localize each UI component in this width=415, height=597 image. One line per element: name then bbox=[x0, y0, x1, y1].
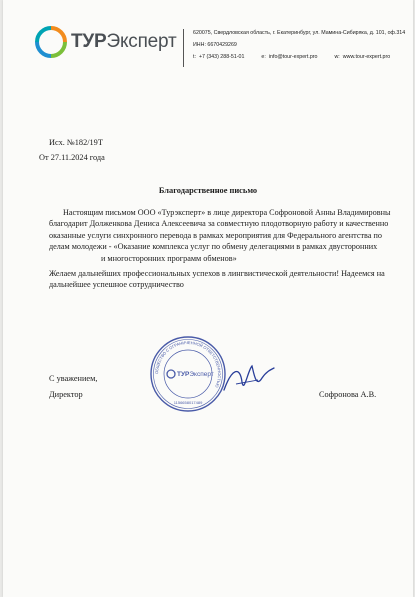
email-prefix: e: bbox=[261, 54, 266, 60]
company-address: 620075, Свердловская область, г. Екатеринбург, ул. Мамина-Сибиряка, д. 101, оф.314 bbox=[193, 30, 406, 36]
header-divider bbox=[183, 29, 184, 67]
stamp-ogrn: 1156658017489 bbox=[173, 400, 203, 405]
contact-row bbox=[193, 54, 393, 60]
logo-ring-icon bbox=[35, 26, 67, 58]
wishes-line: дальнейшее успешное сотрудничество bbox=[49, 280, 184, 290]
body-line: благодарит Долженкова Дениса Алексеевича за совместную плодотворную работу и качественно bbox=[49, 219, 389, 229]
phone-prefix: t: bbox=[193, 54, 196, 60]
closing-text: С уважением, bbox=[49, 374, 98, 383]
letter-page bbox=[3, 0, 413, 597]
letter-date: От 27.11.2024 года bbox=[39, 153, 105, 162]
letter-wishes bbox=[49, 268, 389, 291]
body-line: оказанные услуги синхронного перевода в рамках мероприятия для Федерального агентства по bbox=[49, 230, 382, 240]
company-logo bbox=[35, 26, 180, 66]
body-line: и многосторонних программ обменов» bbox=[101, 253, 237, 263]
company-stamp bbox=[148, 334, 228, 414]
body-line: Настоящим письмом ООО «Турэксперт» в лице директора Софроновой Анны Владимировны bbox=[63, 208, 391, 217]
signer-name: Софронова А.В. bbox=[319, 390, 377, 399]
logo-wordmark: ТУРЭксперт bbox=[71, 31, 177, 52]
letter-body bbox=[49, 207, 389, 264]
body-line: делам молодежи - «Оказание комплекса услуг по обмену делегациями в рамках двусторонних bbox=[49, 242, 378, 252]
signer-title: Директор bbox=[49, 390, 83, 399]
stamp-ring-text: ОБЩЕСТВО С ОГРАНИЧЕННОЙ ОТВЕТСТВЕННОСТЬЮ bbox=[153, 339, 223, 389]
reference-number: Исх. №182/19Т bbox=[49, 138, 103, 147]
email-link[interactable]: info@tour-expert.pro bbox=[268, 54, 318, 60]
signature bbox=[218, 360, 278, 400]
letter-title: Благодарственное письмо bbox=[158, 186, 258, 195]
web-prefix: w: bbox=[334, 54, 340, 60]
wishes-line: Желаем дальнейших профессиональных успехов в лингвистической деятельности! Надеемся на bbox=[49, 269, 385, 278]
website-link[interactable]: www.tour-expert.pro bbox=[342, 54, 391, 60]
phone-number: +7 (343) 288-51-01 bbox=[198, 54, 245, 60]
company-inn: ИНН: 6670429269 bbox=[193, 42, 237, 48]
stamp-logo: ТУРЭксперт bbox=[177, 371, 214, 378]
